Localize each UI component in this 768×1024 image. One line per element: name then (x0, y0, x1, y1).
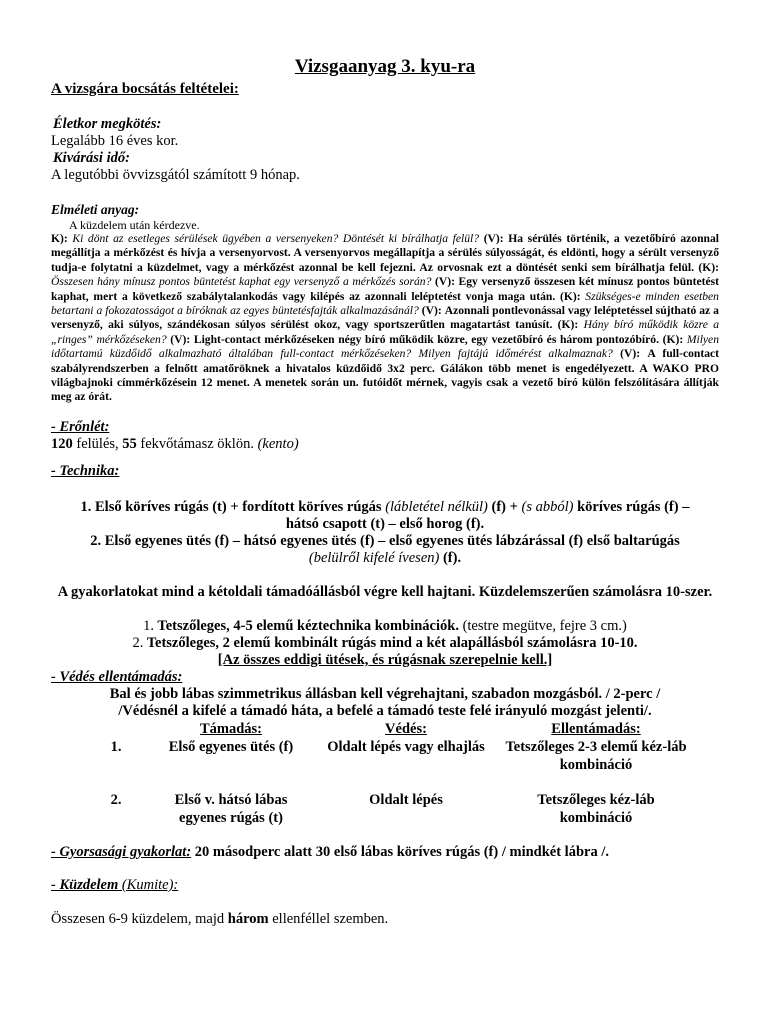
q5-key: (K): (662, 332, 684, 346)
theory-label: Elméleti anyag: (51, 202, 140, 217)
technique-2 (51, 533, 719, 567)
fight-text-c: ellenféllel szemben. (268, 910, 389, 927)
defense-cell: Oldalt lépés vagy elhajlás (327, 738, 485, 755)
speed-line (51, 844, 719, 861)
tech1-part-f: hátsó csapott (t) – első horog (f). (285, 515, 485, 532)
theory-intro: A küzdelem után kérdezve. (69, 218, 200, 232)
table-row (81, 738, 691, 774)
a1-key: (V): (483, 232, 504, 245)
tech2-part-a: 2. Első egyenes ütés (f) – hátsó egyenes ütés (f) – első egyenes ütés lábzárással (f) első baltarúgás (90, 532, 680, 549)
attack-cell: Első egyenes ütés (f) (168, 738, 294, 755)
q4-text: Hány bíró működik közre a „ringes” mérkőzéseken? (51, 318, 719, 346)
tech1-part-a: 1. Első köríves rúgás (t) + fordított köríves rúgás (80, 498, 386, 515)
age-text: Legalább 16 éves kor. (51, 133, 179, 149)
row-num: 2. (110, 791, 122, 808)
combo1-rest: (testre megütve, fejre 3 cm.) (458, 617, 627, 634)
wait-label: Kivárási idő: (53, 150, 130, 166)
q1-key: K): (51, 232, 68, 245)
attack-cell: Első v. hátsó lábas egyenes rúgás (t) (174, 791, 288, 826)
q2-text: Összesen hány mínusz pontos büntetést kaphat egy versenyző a mérkőzés során? (51, 275, 432, 289)
q1-text: Ki dönt az esetleges sérülések ügyében a versenyeken? Döntését ki bírálhatja felül? (72, 232, 480, 245)
tech2-part-c: (f). (439, 549, 462, 566)
tech1-part-e: köríves rúgás (f) – (573, 498, 690, 515)
fitness-text (51, 436, 719, 453)
fight-text-b: három (227, 910, 269, 927)
a1-text: Ha sérülés történik, a vezetőbíró azonnal megállítja a mérkőzést és hívja a versenyorvost. A versenyorvos megállapítja a sérülés súlyosságát, és eldönti, hogy a sérült versenyző tudja-e folytatni a küzdelmet, vagy a mérkőzést azonnal be kell fejezni. Az orvosnak ezt a döntését senki sem bírálhatja felül. (51, 232, 720, 274)
speed-label: - Gyorsasági gyakorlat: (51, 843, 192, 860)
theory-qa-paragraph (51, 232, 719, 405)
defense-heading: - Védés ellentámadás: (51, 668, 183, 685)
defense-table-header (81, 720, 691, 738)
wait-text: A legutóbbi övvizsgától számított 9 hónap. (51, 167, 300, 183)
defense-desc-1: Bal és jobb lábas szimmetrikus állásban kell végrehajtani, szabadon mozgásból. / 2-perc / (109, 685, 661, 702)
q3-key: (K): (559, 289, 581, 303)
technique-heading: - Technika: (51, 462, 120, 479)
both-sides-note: A gyakorlatokat mind a kétoldali támadóállásból végre kell hajtani. Küzdelemszerűen számolásra 10-szer. (57, 583, 713, 600)
col-header-num (81, 720, 151, 738)
kento-note: (kento) (257, 435, 299, 452)
q5-text: Milyen időtartamú küzdőidő alkalmazható általában full-contact mérkőzéseken? Milyen fajtájú időmérést alkalmaznak? (51, 332, 720, 361)
combo-2 (51, 635, 719, 652)
pushups-label: fekvőtámasz öklön. (136, 435, 258, 452)
a2-key: (V): (434, 275, 455, 289)
pushups-count: 55 (122, 435, 137, 452)
situps-label: felülés, (72, 435, 123, 452)
col-header-attack: Támadás: (199, 720, 263, 737)
a5-text: A full-contact szabályrendszerben a felnőtt amatőröknek a hivatalos küzdőidő 3x2 perc. Gálákon több menet is engedélyezett. A WAKO PRO világbajnoki címmérkőzésein 12 menet. A menetek során un. futóidőt mérnek, vagyis csak a vezető bíró külön felszólítására állítják meg az órát. (51, 347, 719, 404)
combo-1 (51, 618, 719, 635)
document-page (51, 56, 719, 928)
row-num: 1. (110, 738, 122, 755)
a5-key: (V): (620, 347, 641, 361)
counter-cell: Tetszőleges kéz-láb kombináció (537, 791, 655, 826)
combo1-num: 1. (143, 617, 155, 634)
a4-key: (V): (170, 332, 191, 346)
fight-label: - Küzdelem (51, 876, 122, 893)
combo1-bold: Tetszőleges, 4-5 elemű kéztechnika kombinációk. (157, 617, 459, 634)
q3-text: Szükséges-e minden esetben betartani a fokozatosságot a bíróknak az egyes büntetésfajták alkalmazásánál? (51, 289, 719, 318)
fight-label-kumite: (Kumite): (121, 876, 179, 893)
speed-text: 20 másodperc alatt 30 első lábas köríves rúgás (f) / mindkét lábra /. (191, 843, 609, 860)
defense-desc-2: /Védésnél a kifelé a támadó háta, a befelé a támadó teste felé irányuló mozgást jelenti/. (118, 702, 652, 719)
q4-key: (K): (557, 318, 579, 332)
tech1-part-c: (f) + (487, 498, 522, 515)
table-row (81, 791, 691, 827)
fitness-heading: - Erőnlét: (51, 418, 110, 435)
counter-cell: Tetszőleges 2-3 elemű kéz-láb kombináció (505, 738, 687, 773)
defense-table (81, 720, 691, 827)
tech1-part-d: (s abból) (521, 498, 574, 515)
a4-text: Light-contact mérkőzéseken négy bíró működik közre, egy vezetőbíró és három pontozóbíró. (193, 332, 659, 346)
fight-heading (51, 877, 719, 894)
situps-count: 120 (51, 435, 73, 452)
combo-note: [Az összes eddigi ütések, és rúgásnak szerepelnie kell.] (217, 651, 553, 668)
col-header-counter: Ellentámadás: (551, 720, 641, 737)
page-title: Vizsgaanyag 3. kyu-ra (294, 56, 476, 77)
conditions-heading: A vizsgára bocsátás feltételei: (51, 81, 239, 97)
age-label: Életkor megkötés: (53, 116, 162, 132)
a3-text: Azonnali pontlevonással vagy leléptetéssel sújtható az a versenyző, aki súlyos, szándékosan súlyos sérülést okoz, vagy sportszerűtlen magatartást tanúsít. (51, 304, 719, 332)
a2-text: Egy versenyző összesen két mínusz pontos büntetést kaphat, mert a következő szabálytalankodás vagy kilépés az azonnali leléptetést vonja maga után. (51, 275, 719, 303)
defense-cell: Oldalt lépés (369, 791, 443, 808)
fight-text-a: Összesen 6-9 küzdelem, majd (51, 910, 228, 927)
fight-text (51, 911, 719, 928)
a3-key: (V): (421, 304, 442, 318)
technique-1 (51, 499, 719, 533)
tech2-part-b: (belülről kifelé ívesen) (308, 549, 440, 566)
tech1-part-b: (lábletétel nélkül) (385, 498, 488, 515)
q2-key: (K): (698, 260, 719, 274)
combo2-bold: Tetszőleges, 2 elemű kombinált rúgás mind a két alapállásból számolásra 10-10. (146, 634, 638, 651)
combo2-num: 2. (132, 634, 144, 651)
col-header-defense: Védés: (385, 720, 427, 737)
